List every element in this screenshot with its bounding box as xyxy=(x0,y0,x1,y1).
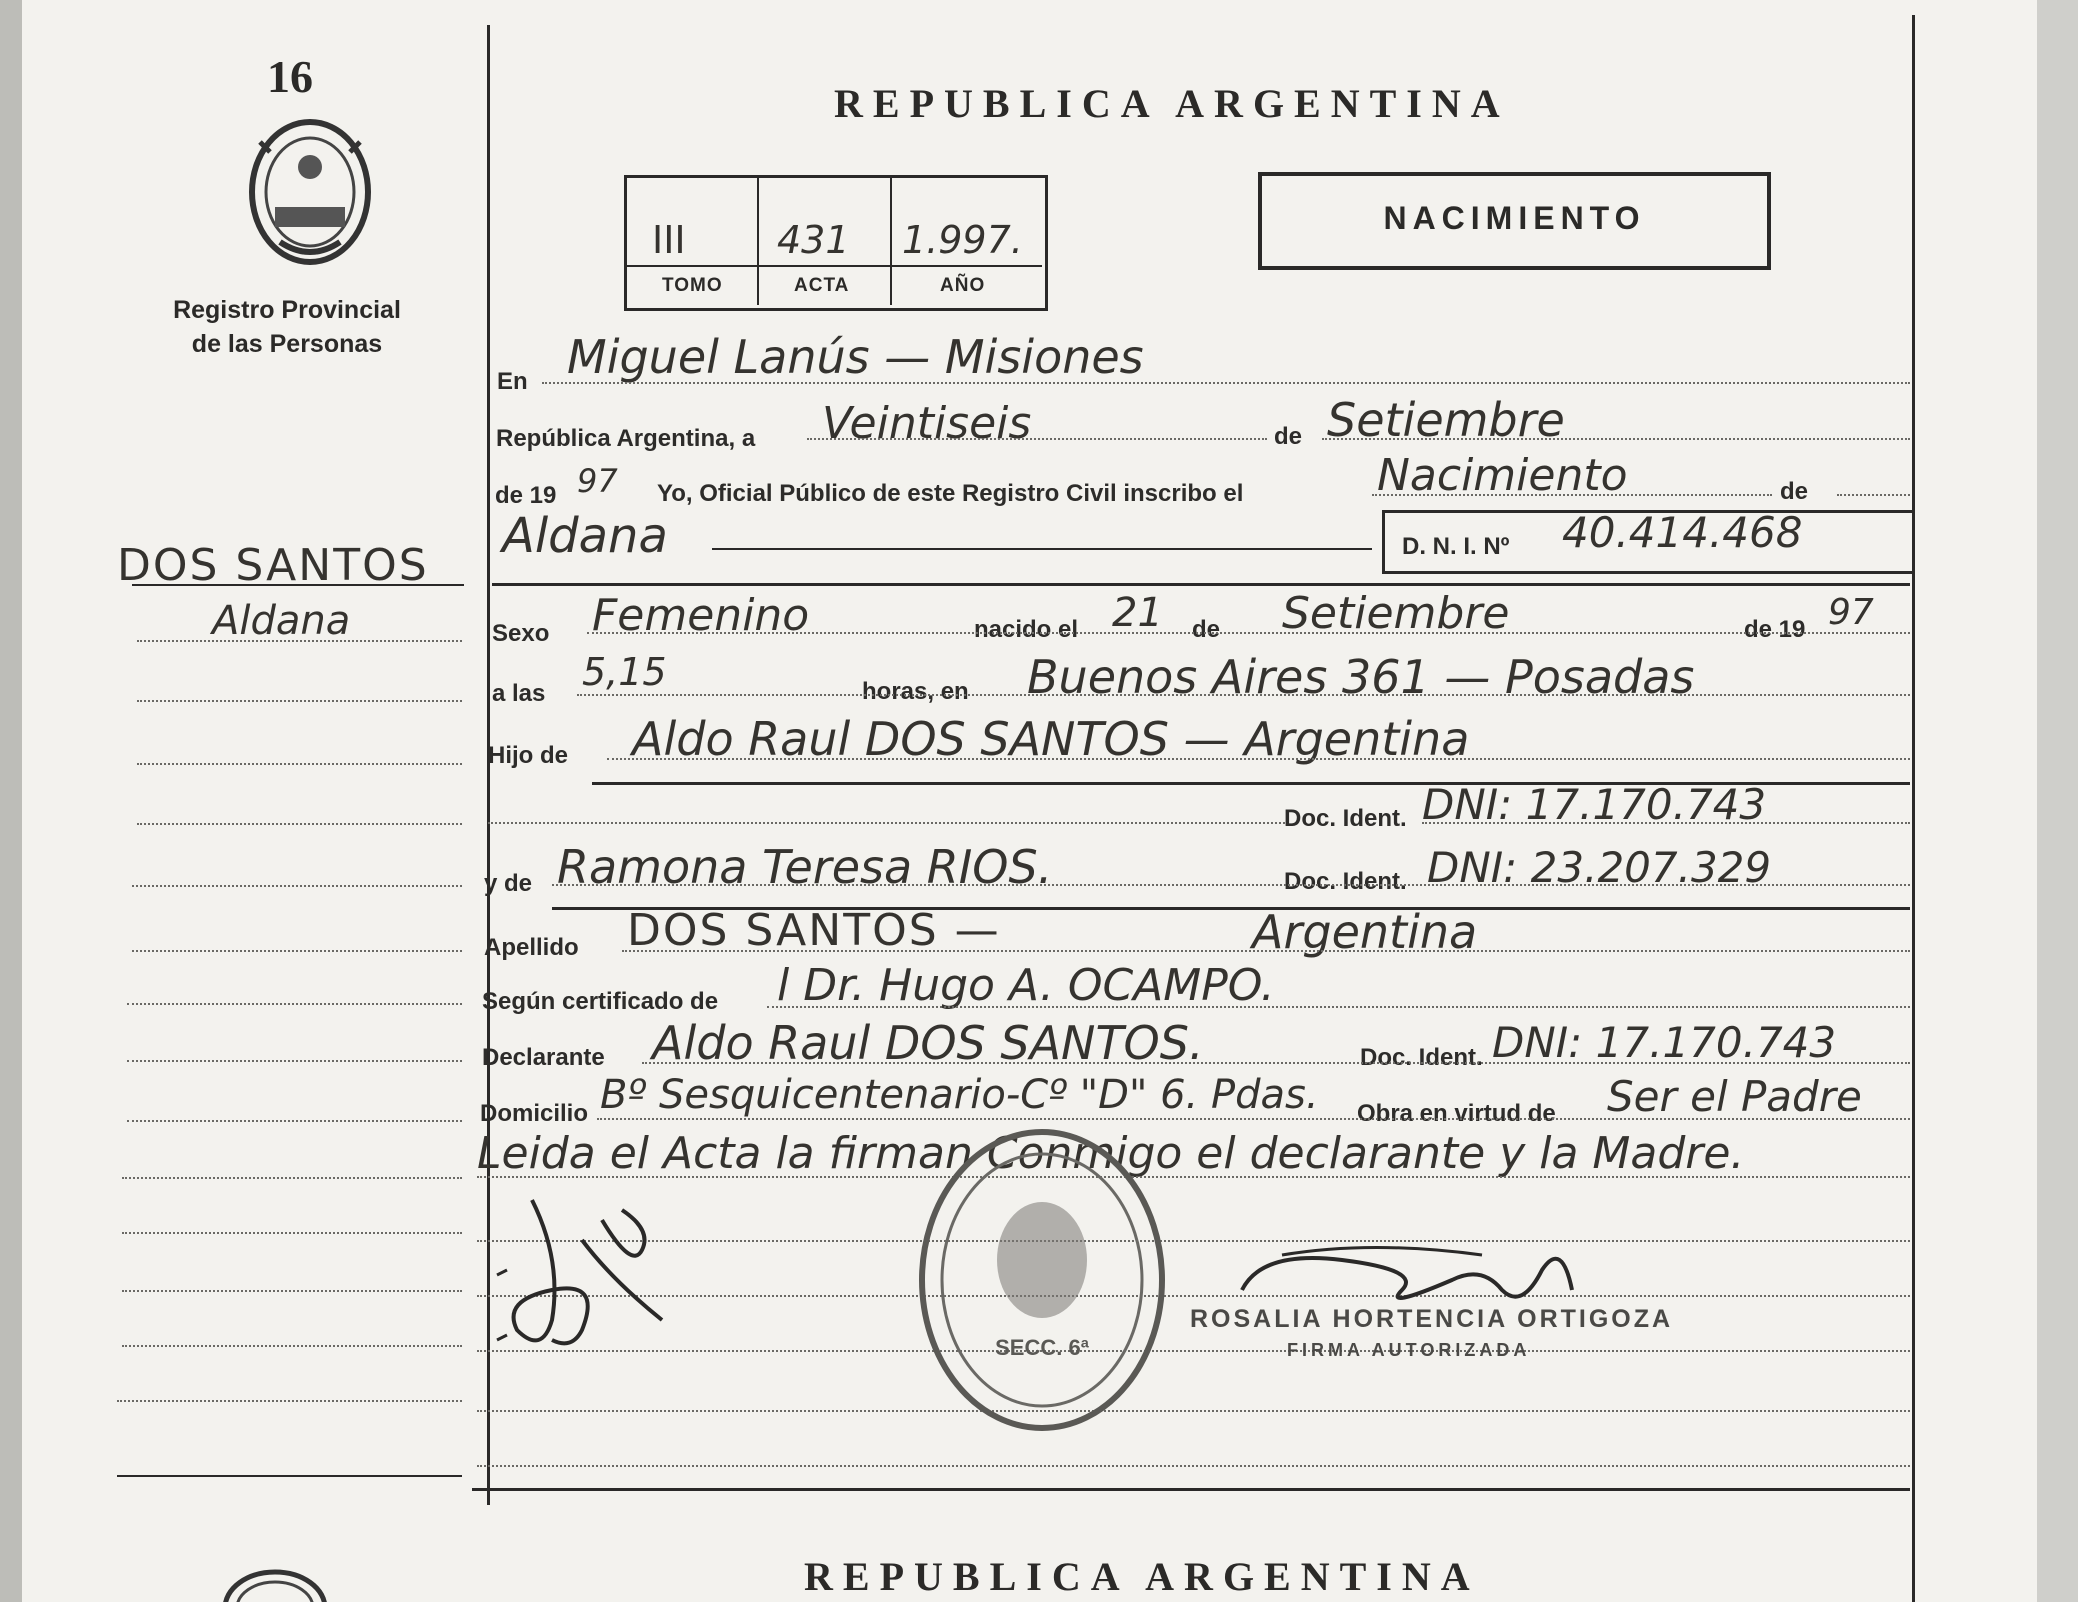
declarante-doc: DNI: 17.170.743 xyxy=(1492,1018,1837,1067)
child-name: Aldana xyxy=(502,508,668,564)
acta-value: 431 xyxy=(777,218,850,262)
en-value: Miguel Lanús — Misiones xyxy=(567,330,1144,384)
hijo-label: Hijo de xyxy=(488,742,569,769)
record-type: NACIMIENTO xyxy=(1383,200,1646,236)
apellido-value: DOS SANTOS — xyxy=(627,905,1001,956)
sexo-label: Sexo xyxy=(492,620,550,647)
left-first-name: Aldana xyxy=(212,598,351,644)
dni-label: D. N. I. Nº xyxy=(1402,533,1510,560)
acta-label: ACTA xyxy=(794,275,850,296)
leida-value: Leida el Acta la firman Conmigo el declarante y la Madre. xyxy=(477,1128,1745,1179)
nacido-label: nacido el xyxy=(974,616,1079,643)
day-value: Veintiseis xyxy=(822,398,1032,449)
stamp-text: SECC. 6ª xyxy=(995,1335,1089,1360)
republica-label: República Argentina, a xyxy=(496,425,756,452)
obra-value: Ser el Padre xyxy=(1607,1072,1862,1121)
apellido-nat: Argentina xyxy=(1252,905,1478,959)
domicilio-value: Bº Sesquicentenario-Cº "D" 6. Pdas. xyxy=(600,1072,1319,1118)
sexo-value: Femenino xyxy=(592,590,810,641)
father-doc: DNI: 17.170.743 xyxy=(1422,780,1767,829)
nacido-day: 21 xyxy=(1112,590,1163,636)
nacido-month: Setiembre xyxy=(1282,588,1510,639)
father-doc-label: Doc. Ident. xyxy=(1284,805,1407,832)
registry-line-1: Registro Provincial xyxy=(173,296,401,324)
de-label-2: de xyxy=(1780,478,1809,505)
mother-value: Ramona Teresa RIOS. xyxy=(557,840,1053,894)
official-title: FIRMA AUTORIZADA xyxy=(1287,1340,1531,1360)
en-label: En xyxy=(497,368,528,395)
declarante-doc-label: Doc. Ident. xyxy=(1360,1044,1483,1071)
segun-label: Según certificado de xyxy=(482,988,719,1015)
de-label-3: de xyxy=(1192,616,1221,643)
de19-label-2: de 19 xyxy=(1744,616,1806,643)
horas-label: horas, en xyxy=(862,678,969,705)
footer-title: REPUBLICA ARGENTINA xyxy=(804,1554,1480,1599)
segun-value: l Dr. Hugo A. OCAMPO. xyxy=(777,960,1275,1011)
right-border xyxy=(1912,15,1915,1602)
father-value: Aldo Raul DOS SANTOS — Argentina xyxy=(632,712,1470,766)
month-value: Setiembre xyxy=(1327,393,1565,447)
left-surname: DOS SANTOS xyxy=(117,540,429,591)
alas-label: a las xyxy=(492,680,546,707)
misiones-emblem-icon xyxy=(240,112,380,272)
yde-label: y de xyxy=(484,870,533,897)
hour-value: 5,15 xyxy=(582,650,667,694)
oficial-text: Yo, Oficial Público de este Registro Civil inscribo el xyxy=(657,480,1244,507)
declarant-signature xyxy=(492,1180,732,1370)
place-value: Buenos Aires 361 — Posadas xyxy=(1027,650,1695,704)
document-page xyxy=(22,0,2037,1602)
domicilio-label: Domicilio xyxy=(480,1100,589,1127)
dni-value: 40.414.468 xyxy=(1562,508,1803,557)
declarante-label: Declarante xyxy=(482,1044,605,1071)
header-title: REPUBLICA ARGENTINA xyxy=(834,81,1510,126)
registry-stamp xyxy=(902,1110,1182,1440)
tomo-value: III xyxy=(652,218,686,262)
registry-name xyxy=(172,293,402,361)
page-edge xyxy=(2037,0,2078,1602)
registry-line-2: de las Personas xyxy=(191,330,383,358)
apellido-label: Apellido xyxy=(484,934,579,961)
tomo-label: TOMO xyxy=(662,275,723,296)
ano-label: AÑO xyxy=(940,275,986,296)
obra-label: Obra en virtud de xyxy=(1357,1100,1556,1127)
de19-label: de 19 xyxy=(495,482,557,509)
bottom-emblem-icon xyxy=(220,1568,330,1602)
ano-value: 1.997. xyxy=(902,218,1023,262)
event-value: Nacimiento xyxy=(1377,450,1628,501)
mother-doc-label: Doc. Ident. xyxy=(1284,868,1407,895)
year-value: 97 xyxy=(577,462,618,500)
official-name: ROSALIA HORTENCIA ORTIGOZA xyxy=(1190,1305,1674,1333)
left-surname-underline xyxy=(132,584,464,586)
de-label: de xyxy=(1274,423,1303,450)
declarante-value: Aldo Raul DOS SANTOS. xyxy=(652,1016,1204,1070)
page-number: 16 xyxy=(267,51,313,102)
mother-doc: DNI: 23.207.329 xyxy=(1427,843,1772,892)
nacido-year: 97 xyxy=(1828,592,1874,633)
